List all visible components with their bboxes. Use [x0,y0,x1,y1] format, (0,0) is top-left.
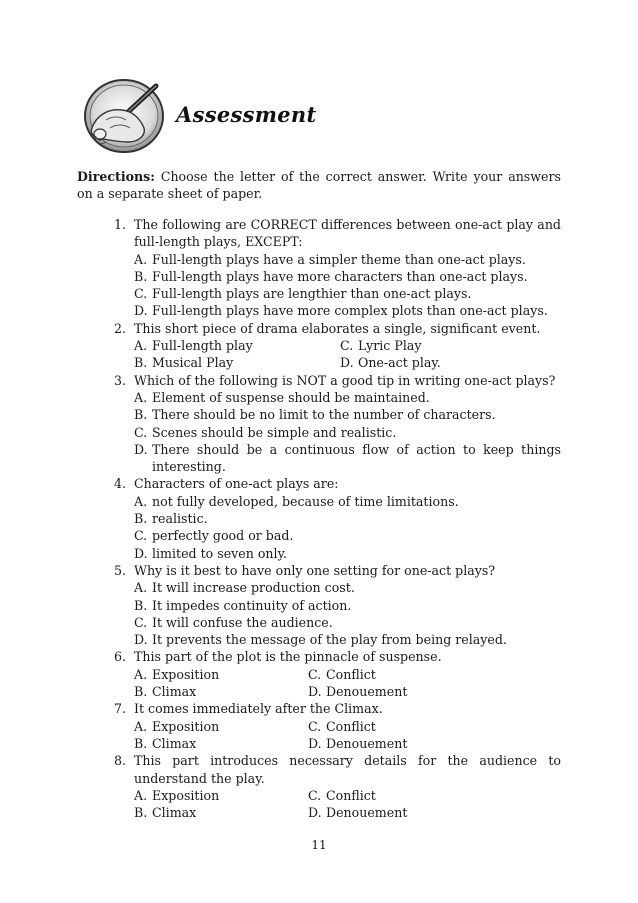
option-item [134,579,561,596]
option-item [134,268,561,285]
directions-label: Directions: [77,169,155,184]
option-item [134,510,561,527]
option-letter: B. [134,805,148,821]
option-letter: D. [308,684,322,700]
option-text: Denouement [326,805,408,821]
question-number: 1. [114,217,127,232]
option-letter: C. [340,338,354,354]
question-item [114,372,561,476]
question-stem: The following are CORRECT differences between one-act play and full-length plays, EXCEPT: [134,217,561,250]
option-item [134,406,561,423]
options [134,493,561,562]
option-text: It impedes continuity of action. [152,597,352,613]
option-text: Denouement [326,684,408,700]
option-letter: C. [308,787,322,803]
option-text: Conflict [326,718,376,734]
option-text: Denouement [326,735,408,751]
question-stem: Why is it best to have only one setting for one-act plays? [134,562,496,578]
option-text: Full-length play [152,338,253,354]
option-item [308,804,508,821]
option-item [134,337,340,354]
option-item [134,614,561,631]
option-letter: C. [134,528,148,544]
question-item [114,320,561,372]
option-letter: C. [308,718,322,734]
options [134,389,561,475]
option-text: Exposition [152,787,220,803]
option-text: It will increase production cost. [152,580,355,596]
option-letter: D. [134,545,148,561]
option-item [340,337,540,354]
option-item [308,718,508,735]
option-item [134,527,561,544]
question-number: 7. [114,701,127,717]
option-letter: D. [134,632,148,648]
option-text: Climax [152,805,197,821]
question-stem: This part introduces necessary details for the audience to understand the play. [134,753,561,786]
question-item [114,216,561,320]
question-stem: This short piece of drama elaborates a single, significant event. [134,320,541,336]
option-item [134,718,308,735]
option-text: limited to seven only. [152,545,288,561]
options [134,337,561,372]
option-item [134,735,308,752]
option-letter: C. [308,666,322,682]
option-item [134,389,561,406]
option-item [134,302,561,319]
option-text: Full-length plays have more complex plots than one-act plays. [152,303,548,319]
page-number: 11 [311,838,327,852]
options [134,579,561,648]
option-text: perfectly good or bad. [152,528,294,544]
option-letter: A. [134,251,148,267]
option-text: Conflict [326,666,376,682]
option-item [308,735,508,752]
question-item [114,700,561,752]
option-item [134,285,561,302]
option-text: not fully developed, because of time limitations. [152,493,459,509]
option-item [134,804,308,821]
hand-writing-icon [82,76,166,154]
option-item [308,666,508,683]
option-text: It prevents the message of the play from being relayed. [152,632,507,648]
question-number: 2. [114,320,127,336]
options [134,787,561,822]
option-letter: A. [134,338,148,354]
option-letter: C. [134,424,148,440]
option-item [134,493,561,510]
option-letter: A. [134,787,148,803]
option-letter: A. [134,493,148,509]
option-item [134,683,308,700]
question-stem: This part of the plot is the pinnacle of suspense. [134,649,442,665]
option-item [134,354,340,371]
question-stem: It comes immediately after the Climax. [134,701,383,717]
options [134,251,561,320]
options [134,666,561,701]
option-text: Full-length plays have more characters than one-act plays. [152,268,528,284]
question-number: 5. [114,562,127,578]
option-item [134,441,561,476]
question-stem: Which of the following is NOT a good tip in writing one-act plays? [134,372,556,388]
option-text: Conflict [326,787,376,803]
option-item [134,545,561,562]
option-letter: D. [308,735,322,751]
option-letter: B. [134,407,148,423]
question-item [114,475,561,561]
option-letter: C. [134,614,148,630]
question-list [114,216,561,821]
option-text: Full-length plays have a simpler theme than one-act plays. [152,251,526,267]
option-item [134,597,561,614]
option-item [308,683,508,700]
directions-text: Choose the letter of the correct answer. Write your answers on a separate sheet of paper. [77,169,561,202]
option-letter: D. [134,303,148,319]
assessment-header [82,76,562,158]
question-number: 4. [114,476,127,492]
option-text: Full-length plays are lengthier than one-act plays. [152,286,472,302]
option-item [340,354,540,371]
option-letter: D. [134,441,148,457]
option-letter: B. [134,735,148,751]
page-title: Assessment [176,102,317,127]
option-text: Exposition [152,666,220,682]
question-number: 8. [114,753,127,769]
option-letter: B. [134,597,148,613]
option-item [134,666,308,683]
option-item [308,787,508,804]
question-item [114,562,561,648]
option-text: Climax [152,684,197,700]
option-text: Climax [152,735,197,751]
option-letter: C. [134,286,148,302]
options [134,718,561,753]
option-text: There should be a continuous flow of action to keep things interesting. [152,441,561,475]
question-stem: Characters of one-act plays are: [134,476,339,492]
option-text: Lyric Play [358,338,422,354]
option-item [134,631,561,648]
option-text: It will confuse the audience. [152,614,333,630]
option-letter: A. [134,389,148,405]
option-item [134,251,561,268]
option-text: Scenes should be simple and realistic. [152,424,397,440]
option-letter: D. [340,355,354,371]
option-letter: A. [134,666,148,682]
option-letter: B. [134,684,148,700]
question-number: 3. [114,372,127,388]
question-item [114,648,561,700]
option-letter: A. [134,580,148,596]
option-item [134,424,561,441]
option-text: realistic. [152,511,208,527]
option-letter: D. [308,805,322,821]
option-item [134,787,308,804]
option-text: Exposition [152,718,220,734]
option-text: Element of suspense should be maintained. [152,389,430,405]
option-letter: A. [134,718,148,734]
directions [77,168,561,203]
option-letter: B. [134,511,148,527]
option-text: Musical Play [152,355,234,371]
option-text: One-act play. [358,355,441,371]
option-letter: B. [134,355,148,371]
question-item [114,752,561,821]
option-letter: B. [134,268,148,284]
question-number: 6. [114,649,127,665]
option-text: There should be no limit to the number of characters. [152,407,496,423]
